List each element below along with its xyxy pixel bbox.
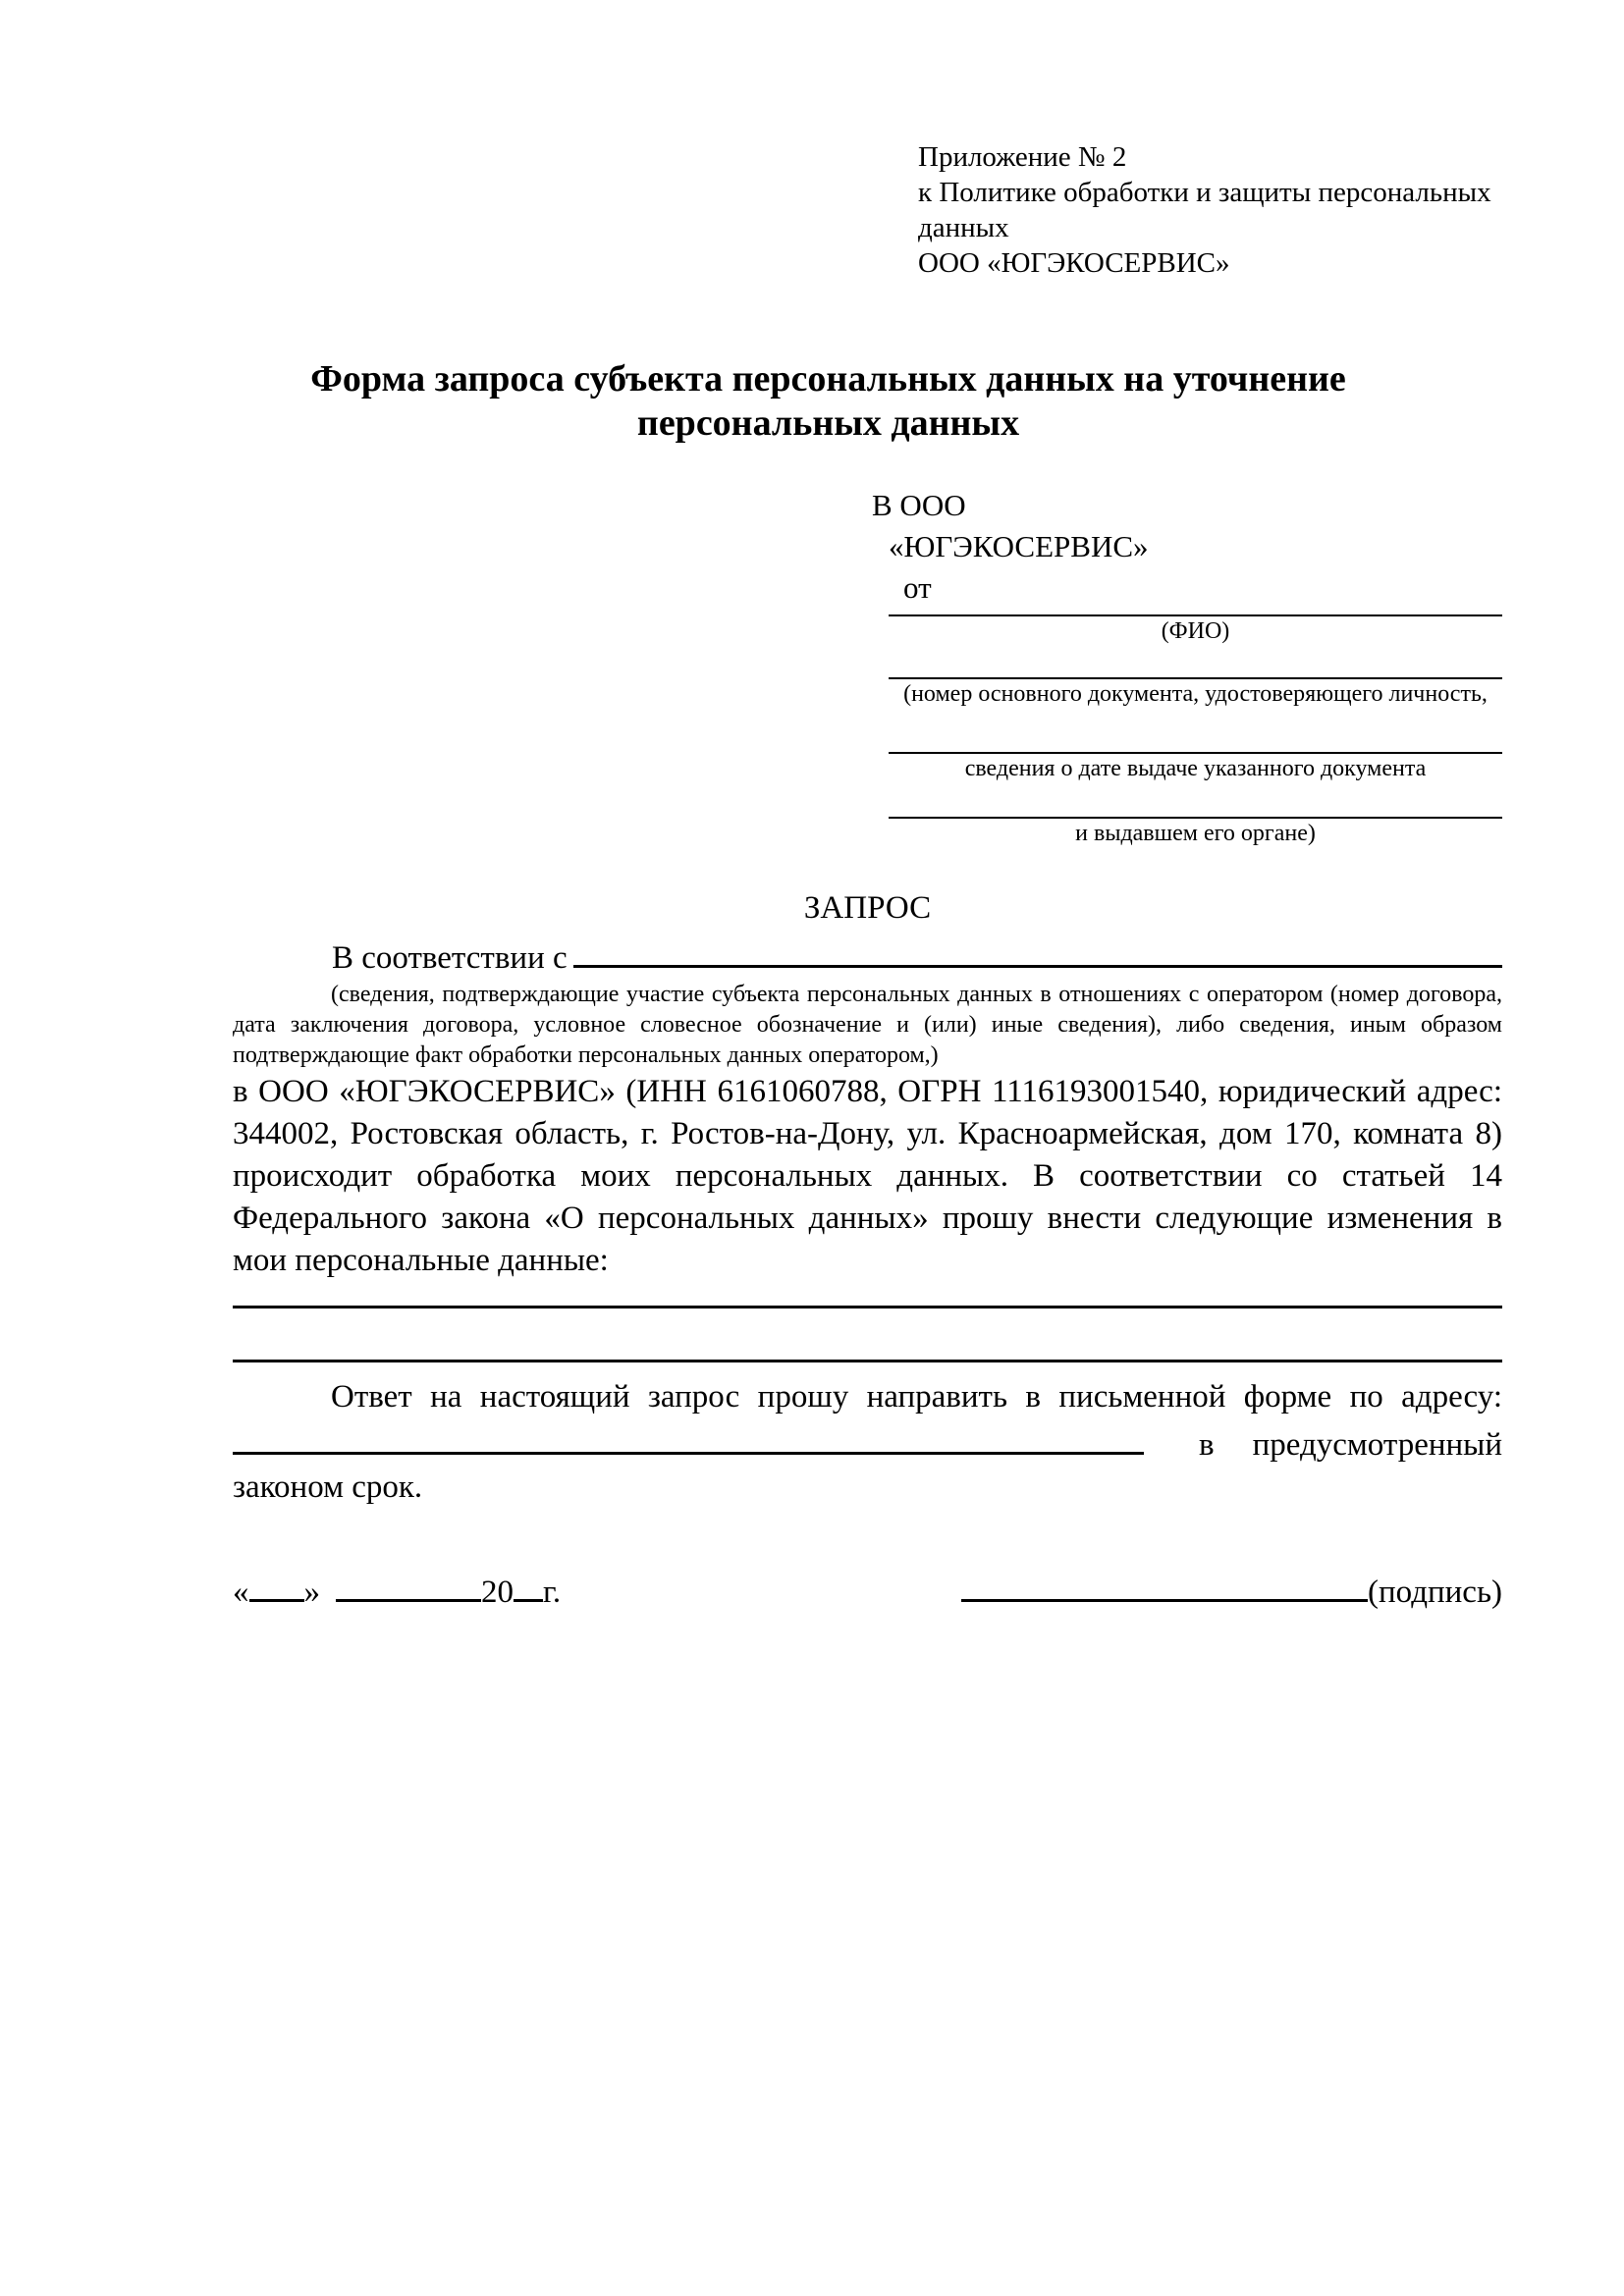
appendix-header-line: Приложение № 2 — [918, 141, 1127, 173]
appendix-header-line: ООО «ЮГЭКОСЕРВИС» — [918, 247, 1230, 279]
changes-blank-line-1 — [233, 1294, 1502, 1308]
date-year-suffix: г. — [543, 1575, 562, 1610]
document-number-caption: (номер основного документа, удостоверяющего личность, — [903, 681, 1488, 707]
changes-blank-line-2 — [233, 1308, 1502, 1362]
response-address-blank-line — [233, 1418, 1144, 1455]
addressee-org-line2: «ЮГЭКОСЕРВИС» — [889, 529, 1149, 563]
request-heading: ЗАПРОС — [803, 890, 932, 926]
addressee-org-line1: В ООО — [872, 488, 966, 522]
signature-blank-line — [961, 1570, 1368, 1602]
appendix-header-line: данных — [918, 212, 1009, 243]
date-open-quote: « — [233, 1575, 249, 1610]
date-year-blank — [514, 1570, 543, 1602]
response-paragraph-line1: Ответ на настоящий запрос прошу направить в письменной форме по адресу: — [331, 1379, 1502, 1415]
accordance-blank-line — [573, 932, 1502, 968]
date-month-blank — [336, 1570, 481, 1602]
signature-caption: (подпись) — [1368, 1575, 1502, 1610]
date-signature-row — [233, 1570, 1502, 1614]
response-word-v: в — [1199, 1427, 1215, 1463]
response-paragraph-line2 — [233, 1418, 1502, 1467]
issue-date-blank-line — [889, 709, 1502, 754]
accordance-footnote: (сведения, подтверждающие участие субъекта персональных данных в отношениях с оператором (номер договора, дата заключения договора, условное словесное обозначение и (или) иные сведения), либо сведения, иным образом подтверждающие факт обработки персональных данных оператором,) — [233, 982, 1502, 1068]
response-word-predusmotrenny: предусмотренный — [1252, 1427, 1502, 1463]
issuing-authority-caption: и выдавшем его органе) — [1075, 821, 1316, 846]
date-year-prefix: 20 — [481, 1575, 514, 1610]
appendix-header-line: к Политике обработки и защиты персональных — [918, 177, 1491, 208]
document-number-blank-line — [889, 646, 1502, 679]
issuing-authority-blank-line — [889, 783, 1502, 819]
response-paragraph-line3: законом срок. — [233, 1469, 423, 1505]
addressee-block — [872, 485, 1502, 848]
accordance-line — [233, 932, 1502, 980]
date-day-blank — [249, 1570, 304, 1602]
appendix-header — [918, 139, 1502, 281]
fio-caption: (ФИО) — [1161, 618, 1230, 644]
document-title: Форма запроса субъекта персональных данных на уточнение персональных данных — [310, 358, 1346, 444]
addressee-from-label: от — [903, 570, 932, 605]
accordance-label: В соответствии с — [332, 940, 568, 976]
issue-date-caption: сведения о дате выдаче указанного документа — [964, 756, 1427, 781]
date-close-quote: » — [303, 1575, 320, 1610]
body-paragraph: в ООО «ЮГЭКОСЕРВИС» (ИНН 6161060788, ОГРН 1116193001540, юридический адрес: 344002, Ростовская область, г. Ростов-на-Дону, ул. Красноармейская, дом 170, комната 8) происходит обработка моих персональных данных. В соответствии со статьей 14 Федерального закона «О персональных данных» прошу внести следующие изменения в мои персональные данные: — [233, 1074, 1502, 1278]
fio-blank-line — [889, 609, 1502, 616]
addressee-fields — [889, 609, 1502, 848]
